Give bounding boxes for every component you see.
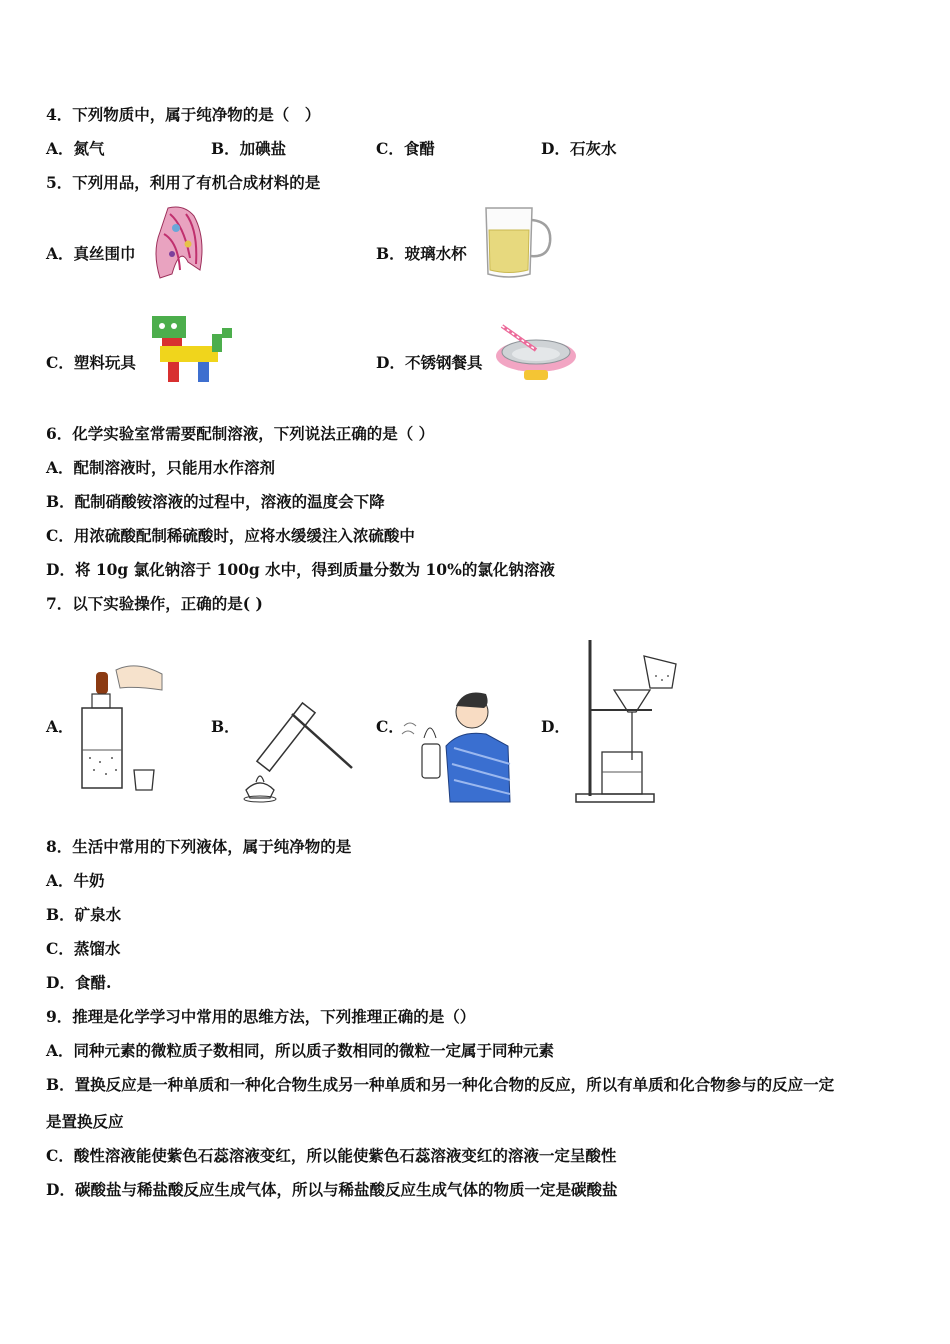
q6-option-a[interactable]: A．配制溶液时，只能用水作溶剂: [46, 458, 276, 477]
q4-option-d[interactable]: D．石灰水: [541, 139, 617, 158]
q5-option-d[interactable]: D．不锈钢餐具: [376, 353, 483, 372]
q9-option-c[interactable]: C．酸性溶液能使紫色石蕊溶液变红，所以能使紫色石蕊溶液变红的溶液一定呈酸性: [46, 1146, 617, 1165]
silk-scarf-image: [150, 204, 212, 282]
glass-cup-image: [480, 204, 556, 280]
q9-option-a[interactable]: A．同种元素的微粒质子数相同，所以质子数相同的微粒一定属于同种元素: [46, 1041, 555, 1060]
plastic-toy-image: [146, 310, 244, 386]
q6-option-c[interactable]: C．用浓硫酸配制稀硫酸时，应将水缓缓注入浓硫酸中: [46, 526, 415, 545]
q7-option-c[interactable]: C．: [376, 717, 404, 736]
q7-stem: 7．以下实验操作，正确的是( ): [46, 594, 263, 613]
smelling-gas-diagram: [400, 684, 516, 804]
q4-stem: 4．下列物质中，属于纯净物的是（ ）: [46, 105, 321, 124]
q5-stem: 5．下列用品，利用了有机合成材料的是: [46, 173, 321, 192]
q5-option-a[interactable]: A．真丝围巾: [46, 244, 136, 263]
q5-option-b[interactable]: B．玻璃水杯: [376, 244, 467, 263]
q4-option-a[interactable]: A．氮气: [46, 139, 105, 158]
q6-option-b[interactable]: B．配制硝酸铵溶液的过程中，溶液的温度会下降: [46, 492, 385, 511]
q8-option-c[interactable]: C．蒸馏水: [46, 939, 121, 958]
q9-option-b[interactable]: B．置换反应是一种单质和一种化合物生成另一种单质和另一种化合物的反应，所以有单质和化合物参与的反应一定: [46, 1075, 835, 1094]
q8-option-d[interactable]: D．食醋.: [46, 973, 112, 992]
reagent-bottle-diagram: [76, 658, 168, 794]
q6-option-d[interactable]: D．将 10g 氯化钠溶于 100g 水中，得到质量分数为 10%的氯化钠溶液: [46, 560, 555, 579]
q4-option-c[interactable]: C．食醋: [376, 139, 435, 158]
q8-stem: 8．生活中常用的下列液体，属于纯净物的是: [46, 837, 352, 856]
q8-option-a[interactable]: A．牛奶: [46, 871, 105, 890]
q8-option-b[interactable]: B．矿泉水: [46, 905, 122, 924]
q7-option-b[interactable]: B．: [211, 717, 240, 736]
q5-option-c[interactable]: C．塑料玩具: [46, 353, 136, 372]
test-tube-heating-diagram: [238, 686, 356, 804]
q9-option-b-continued: 是置换反应: [46, 1112, 124, 1131]
q9-option-d[interactable]: D．碳酸盐与稀盐酸反应生成气体，所以与稀盐酸反应生成气体的物质一定是碳酸盐: [46, 1180, 618, 1199]
q7-option-a[interactable]: A．: [46, 717, 74, 736]
q9-stem: 9．推理是化学学习中常用的思维方法，下列推理正确的是（）: [46, 1007, 476, 1026]
filtration-diagram: [572, 636, 692, 806]
steel-bowl-image: [492, 322, 580, 388]
q6-stem: 6．化学实验室常需要配制溶液，下列说法正确的是（ ）: [46, 424, 435, 443]
q4-option-b[interactable]: B．加碘盐: [211, 139, 287, 158]
q7-option-d[interactable]: D．: [541, 717, 570, 736]
